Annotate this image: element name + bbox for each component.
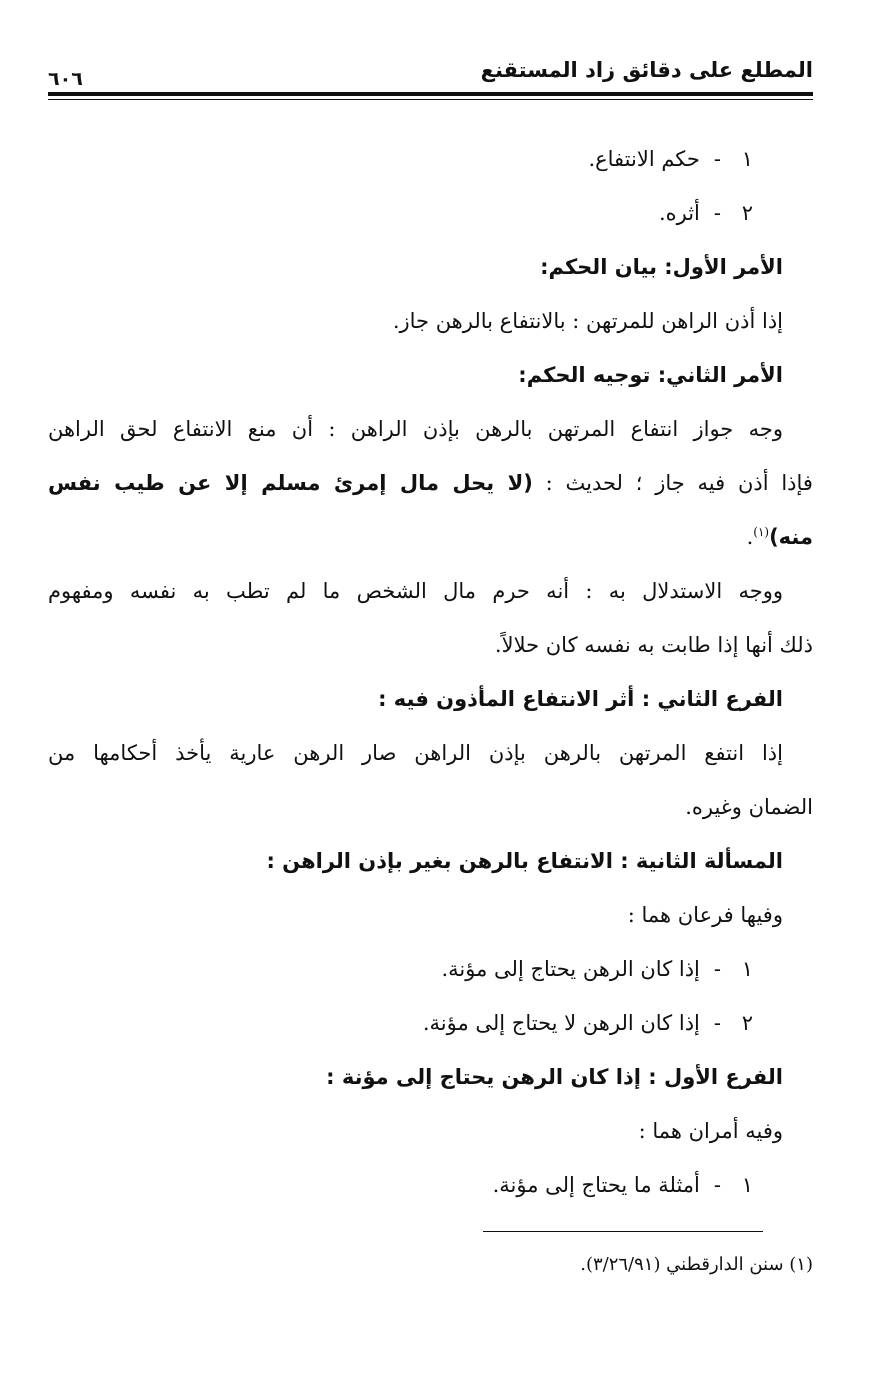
list-text: إذا كان الرهن يحتاج إلى مؤنة.: [441, 957, 700, 981]
list-item: [48, 186, 813, 240]
paragraph-text: فإذا أذن فيه جاز ؛ لحديث :: [545, 471, 813, 495]
paragraph-line: وجه جواز انتفاع المرتهن بالرهن بإذن الراهن : أن منع الانتفاع لحق الراهن: [48, 417, 783, 441]
list-number: ١: [741, 1173, 753, 1197]
list-dash: -: [713, 1011, 721, 1035]
header-rule-thick: [48, 92, 813, 96]
list-text: أثره.: [658, 201, 700, 225]
section-heading: الأمر الأول: بيان الحكم:: [540, 255, 783, 279]
list-item: [48, 1158, 813, 1212]
section-heading: المسألة الثانية : الانتفاع بالرهن بغير بإذن الراهن :: [266, 849, 783, 873]
list-item: [48, 996, 813, 1050]
section-heading: الفرع الثاني : أثر الانتفاع المأذون فيه :: [378, 687, 783, 711]
page-body: [48, 132, 813, 1212]
section-heading: الفرع الأول : إذا كان الرهن يحتاج إلى مؤنة :: [326, 1065, 783, 1089]
footnote-ref: (١): [753, 525, 770, 539]
hadith-quote: (لا يحل مال إمرئ مسلم إلا عن طيب نفس: [48, 471, 533, 495]
list-dash: -: [713, 201, 721, 225]
footnote-rule: [483, 1231, 763, 1232]
list-dash: -: [713, 147, 721, 171]
paragraph-line: وفيها فرعان هما :: [627, 903, 783, 927]
list-number: ١: [741, 957, 753, 981]
list-number: ١: [741, 147, 753, 171]
list-item: [48, 132, 813, 186]
header-rule-thin: [48, 99, 813, 100]
list-number: ٢: [741, 1011, 753, 1035]
list-item: [48, 942, 813, 996]
page-number: ٦٠٦: [48, 68, 83, 90]
paragraph-line: الضمان وغيره.: [685, 795, 813, 819]
list-dash: -: [713, 1173, 721, 1197]
list-text: أمثلة ما يحتاج إلى مؤنة.: [492, 1173, 700, 1197]
paragraph-line: [48, 456, 813, 510]
paragraph-line: إذا أذن الراهن للمرتهن : بالانتفاع بالرهن جاز.: [392, 309, 783, 333]
book-title: المطلع على دقائق زاد المستقنع: [480, 58, 813, 82]
list-number: ٢: [741, 201, 753, 225]
list-text: حكم الانتفاع.: [588, 147, 700, 171]
hadith-quote-end: منه): [769, 525, 813, 549]
section-heading: الأمر الثاني: توجيه الحكم:: [518, 363, 783, 387]
paragraph-line: إذا انتفع المرتهن بالرهن بإذن الراهن صار الرهن عارية يأخذ أحكامها من: [48, 741, 783, 765]
paragraph-line: ذلك أنها إذا طابت به نفسه كان حلالاً.: [494, 633, 813, 657]
list-dash: -: [713, 957, 721, 981]
footnote: (١) سنن الدارقطني (٣/٢٦/٩١).: [580, 1254, 813, 1275]
paragraph-line: [48, 510, 813, 564]
paragraph-line: ووجه الاستدلال به : أنه حرم مال الشخص ما لم تطب به نفسه ومفهوم: [48, 579, 783, 603]
list-text: إذا كان الرهن لا يحتاج إلى مؤنة.: [422, 1011, 700, 1035]
paragraph-line: وفيه أمران هما :: [638, 1119, 783, 1143]
paragraph-text: .: [746, 525, 754, 549]
